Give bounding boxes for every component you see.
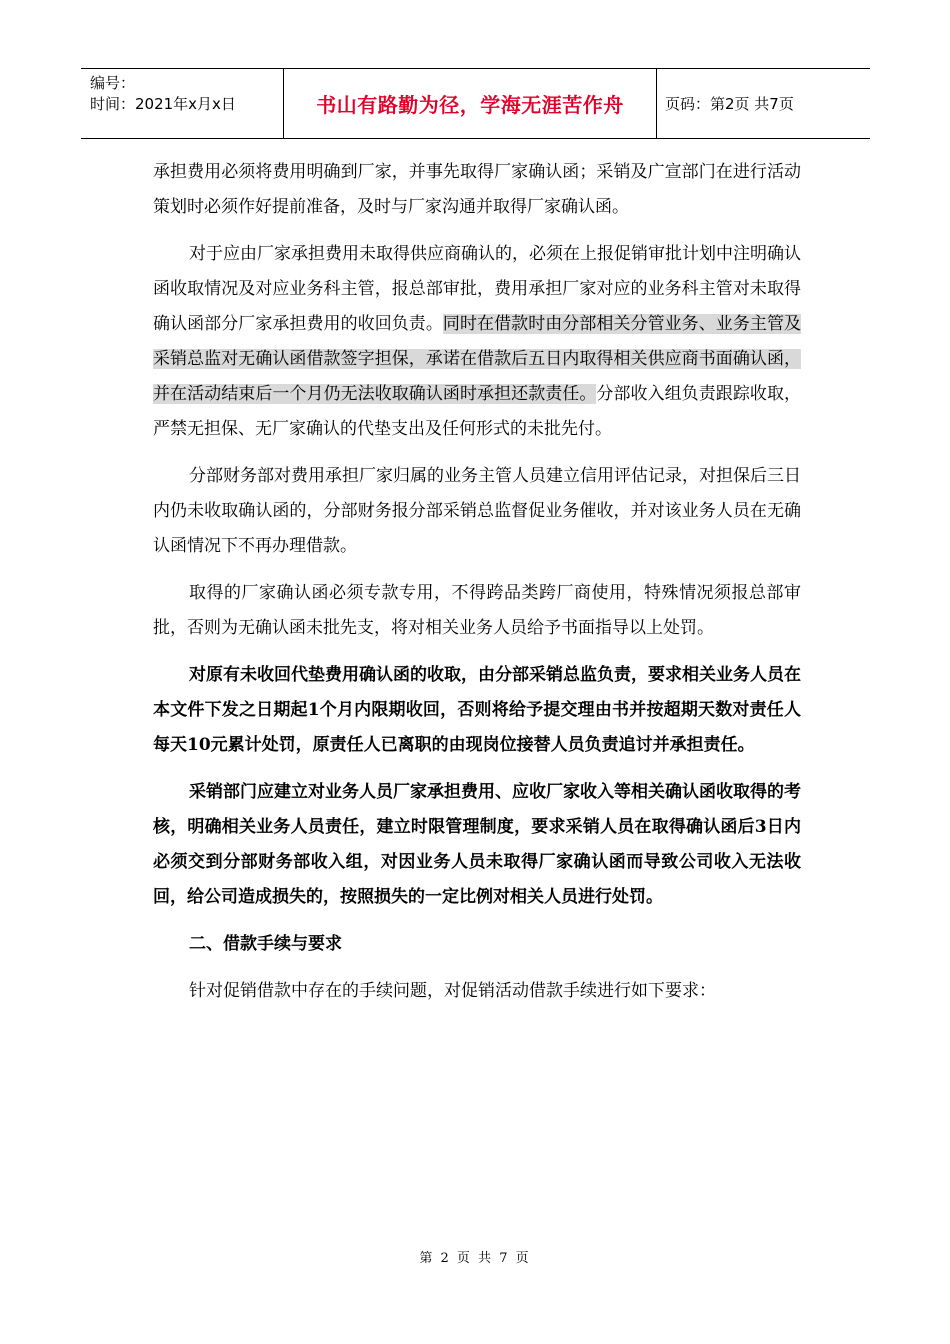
page-footer: 第 2 页 共 7 页 <box>419 1251 531 1266</box>
document-time-label: 时间：2021年x月x日 <box>90 95 236 113</box>
header-page-info: 页码：第2页 共7页 <box>665 95 794 113</box>
paragraph-2-text: 对于应由厂家承担费用未取得供应商确认的，必须在上报促销审批计划中注明确认函收取情况及对应业务科主管，报总部审批，费用承担厂家对应的业务科主管对未取得确认函部分厂家承担费用的收回负责。 <box>153 244 801 334</box>
paragraph-2 <box>153 237 801 447</box>
header-meta <box>81 69 284 138</box>
document-body <box>153 155 801 1021</box>
section-heading: 二、借款手续与要求 <box>189 934 342 954</box>
paragraph-7: 针对促销借款中存在的手续问题，对促销活动借款手续进行如下要求： <box>189 981 716 1001</box>
paragraph-1: 承担费用必须将费用明确到厂家，并事先取得厂家确认函；采销及广宣部门在进行活动策划时必须作好提前准备，及时与厂家沟通并取得厂家确认函。 <box>153 162 801 217</box>
paragraph-2-tail: 分部收入组负责跟踪收取，严禁无担保、无厂家确认的代垫支出及任何形式的未批先付。 <box>153 384 802 439</box>
header-motto: 书山有路勤为径，学海无涯苦作舟 <box>284 69 657 138</box>
paragraph-6: 采销部门应建立对业务人员厂家承担费用、应收厂家收入等相关确认函收取得的考核，明确相关业务人员责任，建立时限管理制度，要求采销人员在取得确认函后3日内必须交到分部财务部收入组，对因业务人员未取得厂家确认函而导致公司收入无法收回，给公司造成损失的，按照损失的一定比例对相关人员进行处罚。 <box>153 782 801 907</box>
paragraph-5: 对原有未收回代垫费用确认函的收取，由分部采销总监负责，要求相关业务人员在本文件下发之日期起1个月内限期收回，否则将给予提交理由书并按超期天数对责任人每天10元累计处罚，原责任人已离职的由现岗位接替人员负责追讨并承担责任。 <box>153 665 801 755</box>
document-number-label: 编号： <box>90 74 136 92</box>
page-header <box>81 68 870 139</box>
paragraph-4: 取得的厂家确认函必须专款专用，不得跨品类跨厂商使用，特殊情况须报总部审批，否则为无确认函未批先支，将对相关业务人员给予书面指导以上处罚。 <box>153 583 801 638</box>
highlighted-text: 同时在借款时由分部相关分管业务、业务主管及采销总监对无确认函借款签字担保，承诺在借款后五日内取得相关供应商书面确认函，并在活动结束后一个月仍无法收取确认函时承担还款责任。 <box>153 314 802 404</box>
paragraph-3: 分部财务部对费用承担厂家归属的业务主管人员建立信用评估记录，对担保后三日内仍未收取确认函的，分部财务报分部采销总监督促业务催收，并对该业务人员在无确认函情况下不再办理借款。 <box>153 466 801 556</box>
